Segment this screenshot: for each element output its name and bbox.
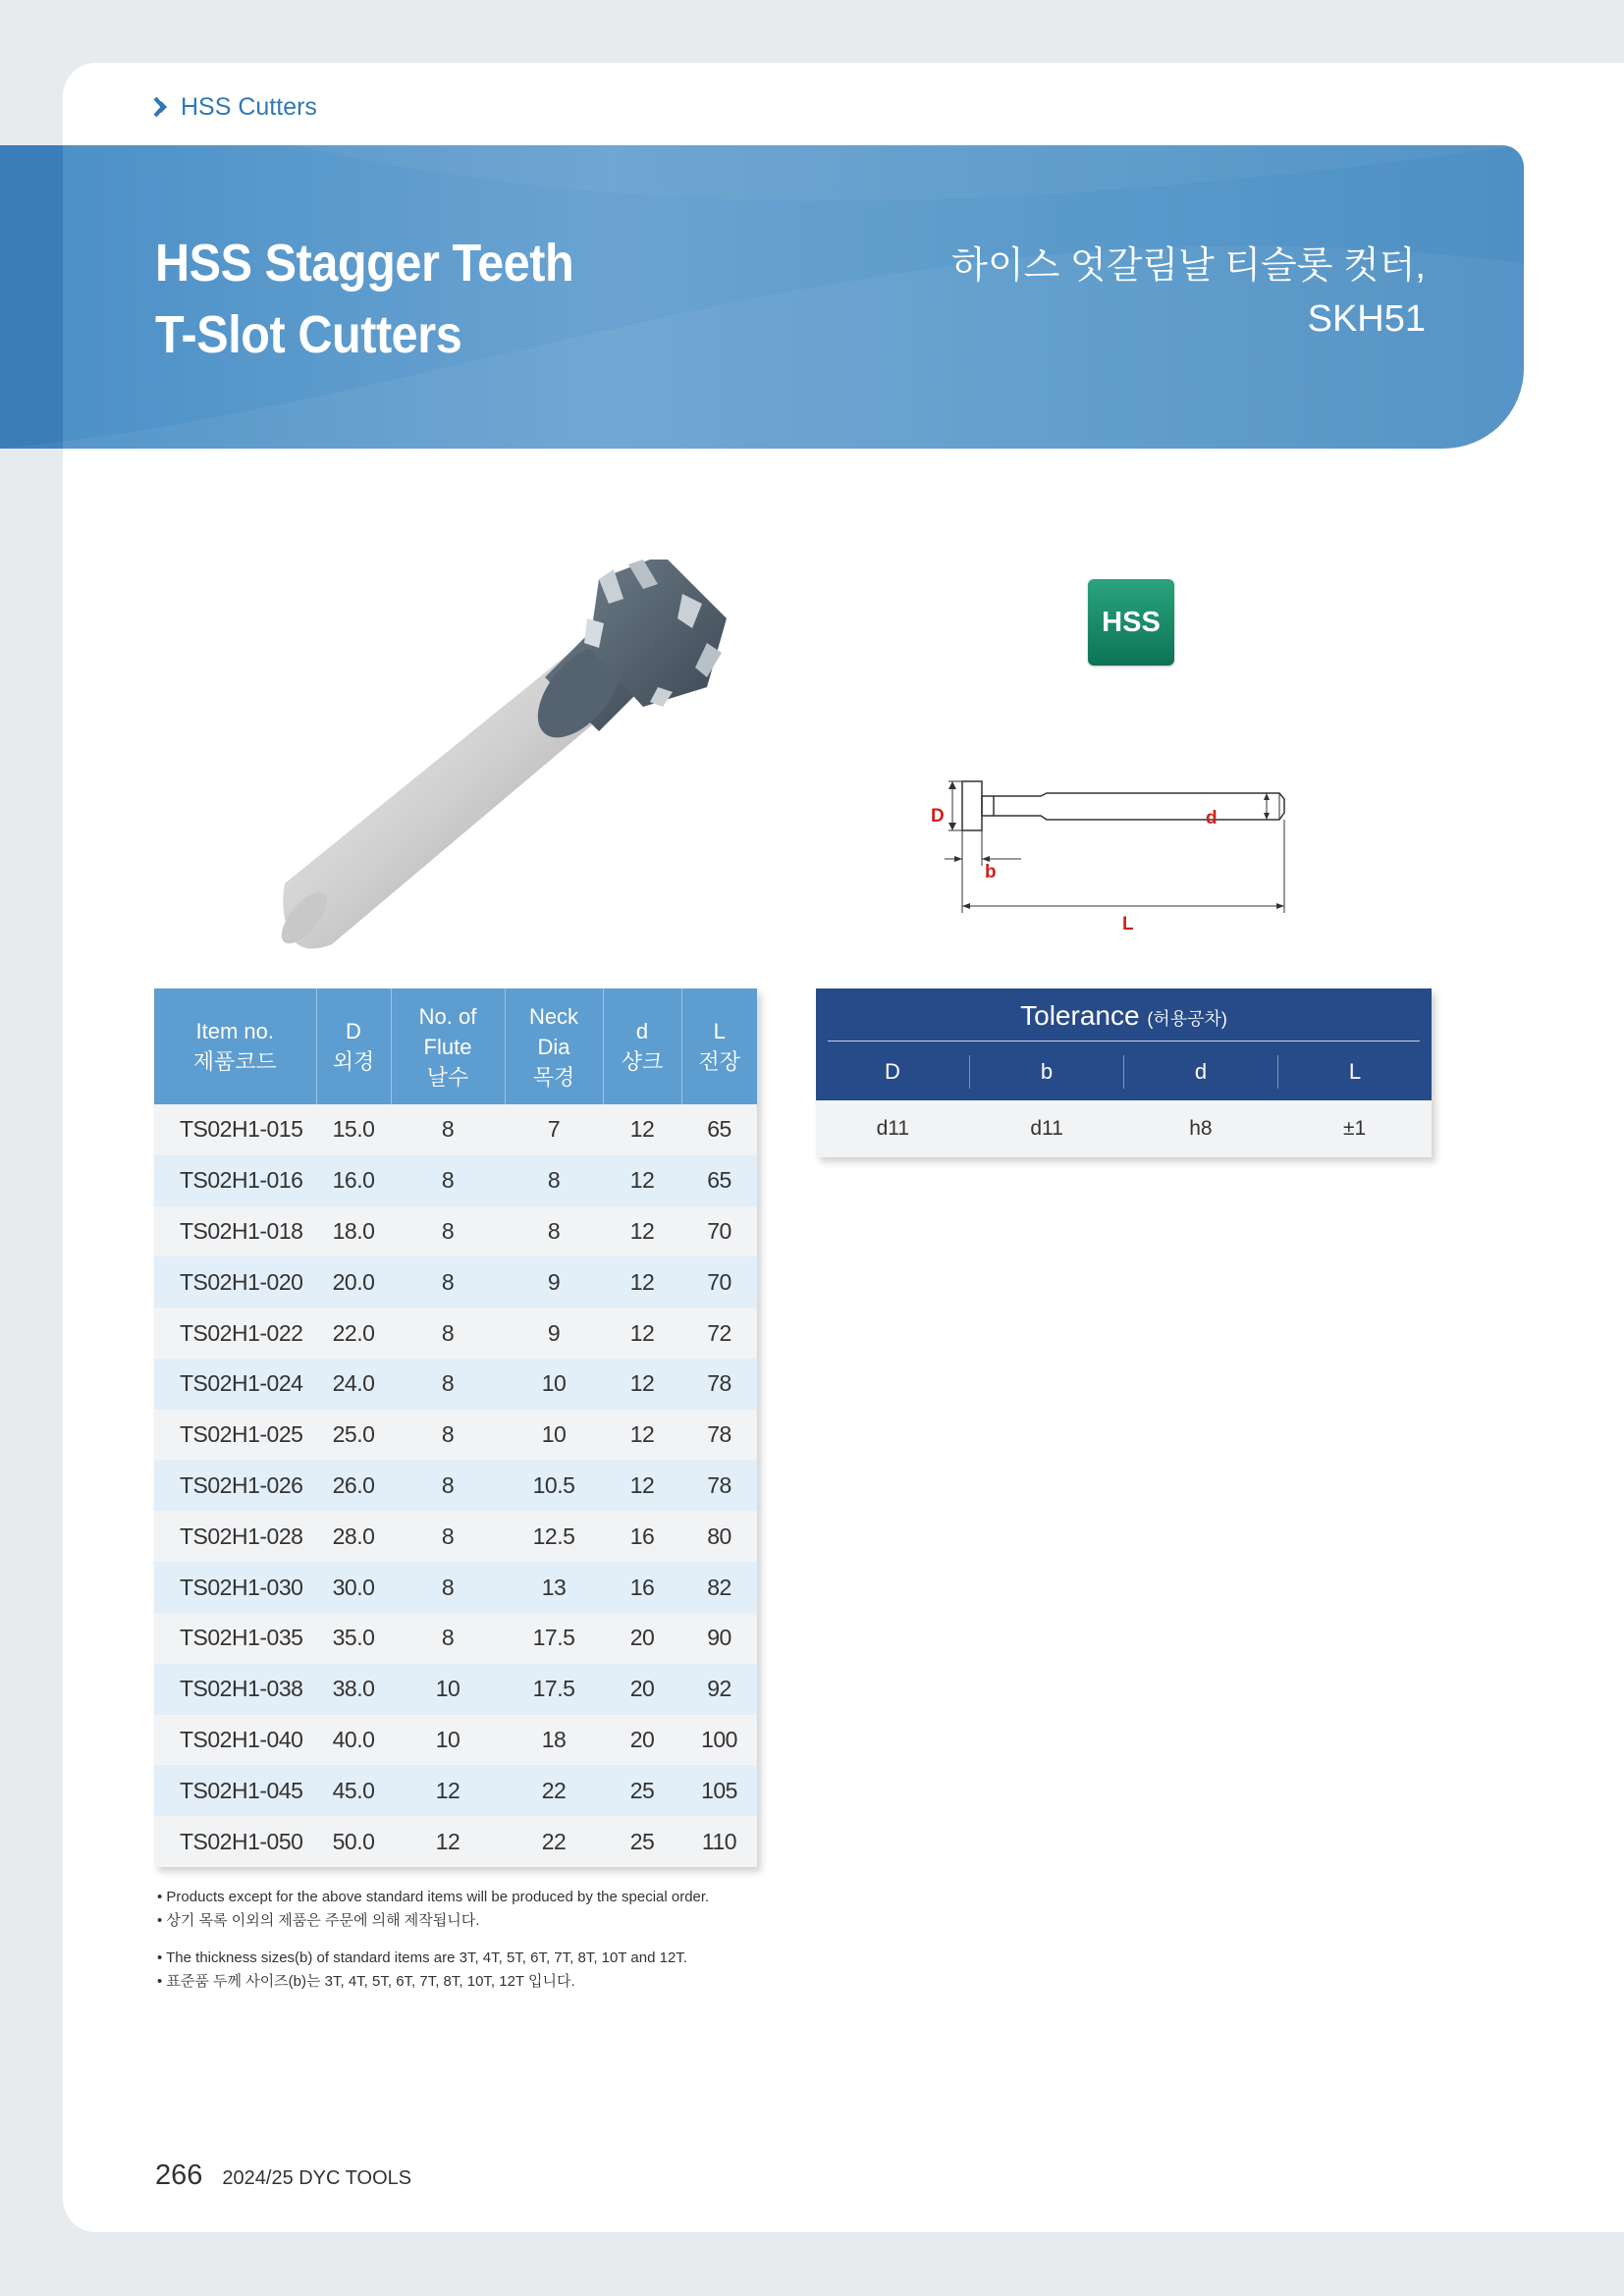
- diagram-label-b: b: [985, 862, 997, 882]
- breadcrumb-label: HSS Cutters: [181, 92, 317, 121]
- chevron-right-icon: [153, 96, 169, 118]
- subtitle-ko: 하이스 엇갈림날 티슬롯 컷터,: [951, 245, 1426, 287]
- table-row: [154, 1816, 757, 1867]
- hss-material-badge: HSS: [1088, 579, 1174, 666]
- table-cell: 7: [505, 1104, 603, 1155]
- specification-table: [154, 988, 757, 1867]
- table-cell: 17.5: [505, 1613, 603, 1664]
- table-cell: 28.0: [316, 1511, 391, 1562]
- table-cell: 78: [681, 1410, 757, 1461]
- header-text: 외경: [332, 1049, 375, 1074]
- table-cell: 12: [603, 1104, 681, 1155]
- table-cell: 16: [603, 1511, 681, 1562]
- header-text: 샹크: [621, 1049, 664, 1074]
- table-cell: 25: [603, 1816, 681, 1867]
- title-line-2: T-Slot Cutters: [155, 305, 462, 364]
- title-line-1: HSS Stagger Teeth: [155, 234, 574, 293]
- table-row: [154, 1511, 757, 1562]
- tolerance-title: [816, 1000, 1432, 1032]
- header-neck-dia: [505, 988, 603, 1104]
- table-cell: 78: [681, 1359, 757, 1410]
- table-cell: 110: [681, 1816, 757, 1867]
- table-cell: 20: [603, 1664, 681, 1715]
- tolerance-col-L: L: [1348, 1059, 1362, 1084]
- table-cell: 8: [391, 1613, 505, 1664]
- table-row: [154, 1715, 757, 1766]
- tolerance-value-D: d11: [876, 1117, 910, 1140]
- page-footer: [155, 2160, 411, 2192]
- table-row: [154, 1410, 757, 1461]
- breadcrumb[interactable]: [153, 92, 317, 122]
- table-row: [154, 1104, 757, 1155]
- diagram-label-D: D: [931, 806, 945, 827]
- table-cell: 20.0: [316, 1256, 391, 1308]
- tolerance-header: [816, 988, 1432, 1100]
- page-number: 266: [155, 2160, 203, 2191]
- item-code-cell: TS02H1-038: [154, 1664, 316, 1715]
- table-cell: 25: [603, 1765, 681, 1816]
- header-item-no: [154, 988, 316, 1104]
- table-row: [154, 1308, 757, 1359]
- footer-text: 2024/25 DYC TOOLS: [222, 2167, 412, 2189]
- table-cell: 78: [681, 1461, 757, 1512]
- table-cell: 12: [391, 1765, 505, 1816]
- table-cell: 35.0: [316, 1613, 391, 1664]
- table-cell: 22: [505, 1816, 603, 1867]
- item-code-cell: TS02H1-030: [154, 1562, 316, 1613]
- table-cell: 30.0: [316, 1562, 391, 1613]
- note-special-order-en: • Products except for the above standard items will be produced by the special order.: [157, 1889, 710, 1905]
- table-cell: 16.0: [316, 1155, 391, 1206]
- header-text: Item no.: [195, 1019, 274, 1043]
- table-cell: 100: [681, 1715, 757, 1766]
- header-text: 목경: [532, 1064, 575, 1090]
- tolerance-values-row: [816, 1100, 1432, 1157]
- table-cell: 82: [681, 1562, 757, 1613]
- table-cell: 8: [391, 1155, 505, 1206]
- table-cell: 90: [681, 1613, 757, 1664]
- table-cell: 9: [505, 1308, 603, 1359]
- table-cell: 10: [391, 1664, 505, 1715]
- table-cell: 10.5: [505, 1461, 603, 1512]
- table-row: [154, 1613, 757, 1664]
- table-cell: 8: [505, 1206, 603, 1257]
- item-code-cell: TS02H1-028: [154, 1511, 316, 1562]
- table-cell: 72: [681, 1308, 757, 1359]
- tolerance-value-b: d11: [1030, 1117, 1063, 1140]
- table-row: [154, 1461, 757, 1512]
- table-row: [154, 1155, 757, 1206]
- table-cell: 12: [391, 1816, 505, 1867]
- item-code-cell: TS02H1-024: [154, 1359, 316, 1410]
- table-cell: 40.0: [316, 1715, 391, 1766]
- cutter-product-image: [275, 560, 736, 972]
- table-cell: 8: [505, 1155, 603, 1206]
- table-cell: 22.0: [316, 1308, 391, 1359]
- table-row: [154, 1359, 757, 1410]
- table-cell: 65: [681, 1155, 757, 1206]
- table-cell: 8: [391, 1256, 505, 1308]
- item-code-cell: TS02H1-045: [154, 1765, 316, 1816]
- table-cell: 70: [681, 1256, 757, 1308]
- table-cell: 10: [391, 1715, 505, 1766]
- table-header-row: [154, 988, 757, 1104]
- table-cell: 8: [391, 1308, 505, 1359]
- item-code-cell: TS02H1-025: [154, 1410, 316, 1461]
- table-cell: 12: [603, 1256, 681, 1308]
- tolerance-title-ko: (허용공차): [1147, 1009, 1227, 1029]
- header-text: 날수: [426, 1064, 469, 1090]
- header-length-L: [681, 988, 757, 1104]
- header-text: Neck: [528, 1003, 579, 1029]
- table-cell: 12: [603, 1206, 681, 1257]
- tolerance-col-b: b: [970, 1055, 1124, 1089]
- header-shank-d: [603, 988, 681, 1104]
- table-cell: 25.0: [316, 1410, 391, 1461]
- table-cell: 12: [603, 1155, 681, 1206]
- header-text: No. of: [418, 1003, 477, 1029]
- tolerance-col-D: D: [816, 1055, 970, 1089]
- table-row: [154, 1664, 757, 1715]
- table-cell: 45.0: [316, 1765, 391, 1816]
- note-special-order-ko: • 상기 목록 이외의 제품은 주문에 의해 제작됩니다.: [157, 1912, 480, 1929]
- table-cell: 8: [391, 1104, 505, 1155]
- table-cell: 50.0: [316, 1816, 391, 1867]
- table-cell: 38.0: [316, 1664, 391, 1715]
- table-cell: 8: [391, 1206, 505, 1257]
- table-cell: 80: [681, 1511, 757, 1562]
- table-body: [154, 1104, 757, 1867]
- item-code-cell: TS02H1-040: [154, 1715, 316, 1766]
- header-text: Flute: [423, 1034, 472, 1059]
- item-code-cell: TS02H1-022: [154, 1308, 316, 1359]
- table-cell: 15.0: [316, 1104, 391, 1155]
- item-code-cell: TS02H1-050: [154, 1816, 316, 1867]
- item-code-cell: TS02H1-015: [154, 1104, 316, 1155]
- table-cell: 92: [681, 1664, 757, 1715]
- tolerance-value-L: ±1: [1343, 1117, 1367, 1140]
- table-cell: 12.5: [505, 1511, 603, 1562]
- header-text: L: [713, 1019, 726, 1043]
- dimension-diagram: [923, 766, 1306, 942]
- table-cell: 16: [603, 1562, 681, 1613]
- tolerance-columns: [816, 1055, 1432, 1089]
- note-thickness-en: • The thickness sizes(b) of standard items are 3T, 4T, 5T, 6T, 7T, 8T, 10T and 12T.: [157, 1949, 687, 1966]
- table-cell: 20: [603, 1613, 681, 1664]
- subtitle-material: SKH51: [1307, 298, 1426, 340]
- table-row: [154, 1765, 757, 1816]
- item-code-cell: TS02H1-035: [154, 1613, 316, 1664]
- table-cell: 105: [681, 1765, 757, 1816]
- header-text: D: [346, 1019, 361, 1043]
- page-subtitle: [951, 240, 1426, 346]
- page-title: [155, 228, 573, 371]
- diagram-label-d: d: [1206, 808, 1218, 828]
- footnotes: [157, 1886, 709, 1994]
- table-cell: 18.0: [316, 1206, 391, 1257]
- header-text: Dia: [537, 1034, 570, 1059]
- table-row: [154, 1562, 757, 1613]
- table-row: [154, 1206, 757, 1257]
- table-cell: 10: [505, 1410, 603, 1461]
- table-cell: 12: [603, 1461, 681, 1512]
- table-cell: 17.5: [505, 1664, 603, 1715]
- tolerance-value-d: h8: [1189, 1117, 1213, 1140]
- table-cell: 26.0: [316, 1461, 391, 1512]
- header-text: d: [635, 1019, 649, 1043]
- table-cell: 24.0: [316, 1359, 391, 1410]
- note-thickness-ko: • 표준품 두께 사이즈(b)는 3T, 4T, 5T, 6T, 7T, 8T, 10T, 12T 입니다.: [157, 1973, 575, 1990]
- table-cell: 8: [391, 1410, 505, 1461]
- tolerance-col-d: d: [1124, 1055, 1278, 1089]
- table-cell: 8: [391, 1562, 505, 1613]
- table-cell: 18: [505, 1715, 603, 1766]
- header-text: 제품코드: [192, 1049, 277, 1074]
- table-cell: 9: [505, 1256, 603, 1308]
- table-cell: 12: [603, 1359, 681, 1410]
- table-cell: 8: [391, 1461, 505, 1512]
- item-code-cell: TS02H1-026: [154, 1461, 316, 1512]
- item-code-cell: TS02H1-018: [154, 1206, 316, 1257]
- table-cell: 8: [391, 1359, 505, 1410]
- table-cell: 13: [505, 1562, 603, 1613]
- table-cell: 8: [391, 1511, 505, 1562]
- diagram-label-L: L: [1122, 914, 1134, 934]
- item-code-cell: TS02H1-016: [154, 1155, 316, 1206]
- table-cell: 22: [505, 1765, 603, 1816]
- header-D: [316, 988, 391, 1104]
- table-cell: 70: [681, 1206, 757, 1257]
- tolerance-title-en: Tolerance: [1020, 1000, 1140, 1031]
- table-cell: 65: [681, 1104, 757, 1155]
- table-cell: 20: [603, 1715, 681, 1766]
- tolerance-table: [816, 988, 1432, 1157]
- item-code-cell: TS02H1-020: [154, 1256, 316, 1308]
- table-row: [154, 1256, 757, 1308]
- header-text: 전장: [698, 1049, 740, 1074]
- table-cell: 10: [505, 1359, 603, 1410]
- table-cell: 12: [603, 1308, 681, 1359]
- header-flute: [391, 988, 505, 1104]
- table-cell: 12: [603, 1410, 681, 1461]
